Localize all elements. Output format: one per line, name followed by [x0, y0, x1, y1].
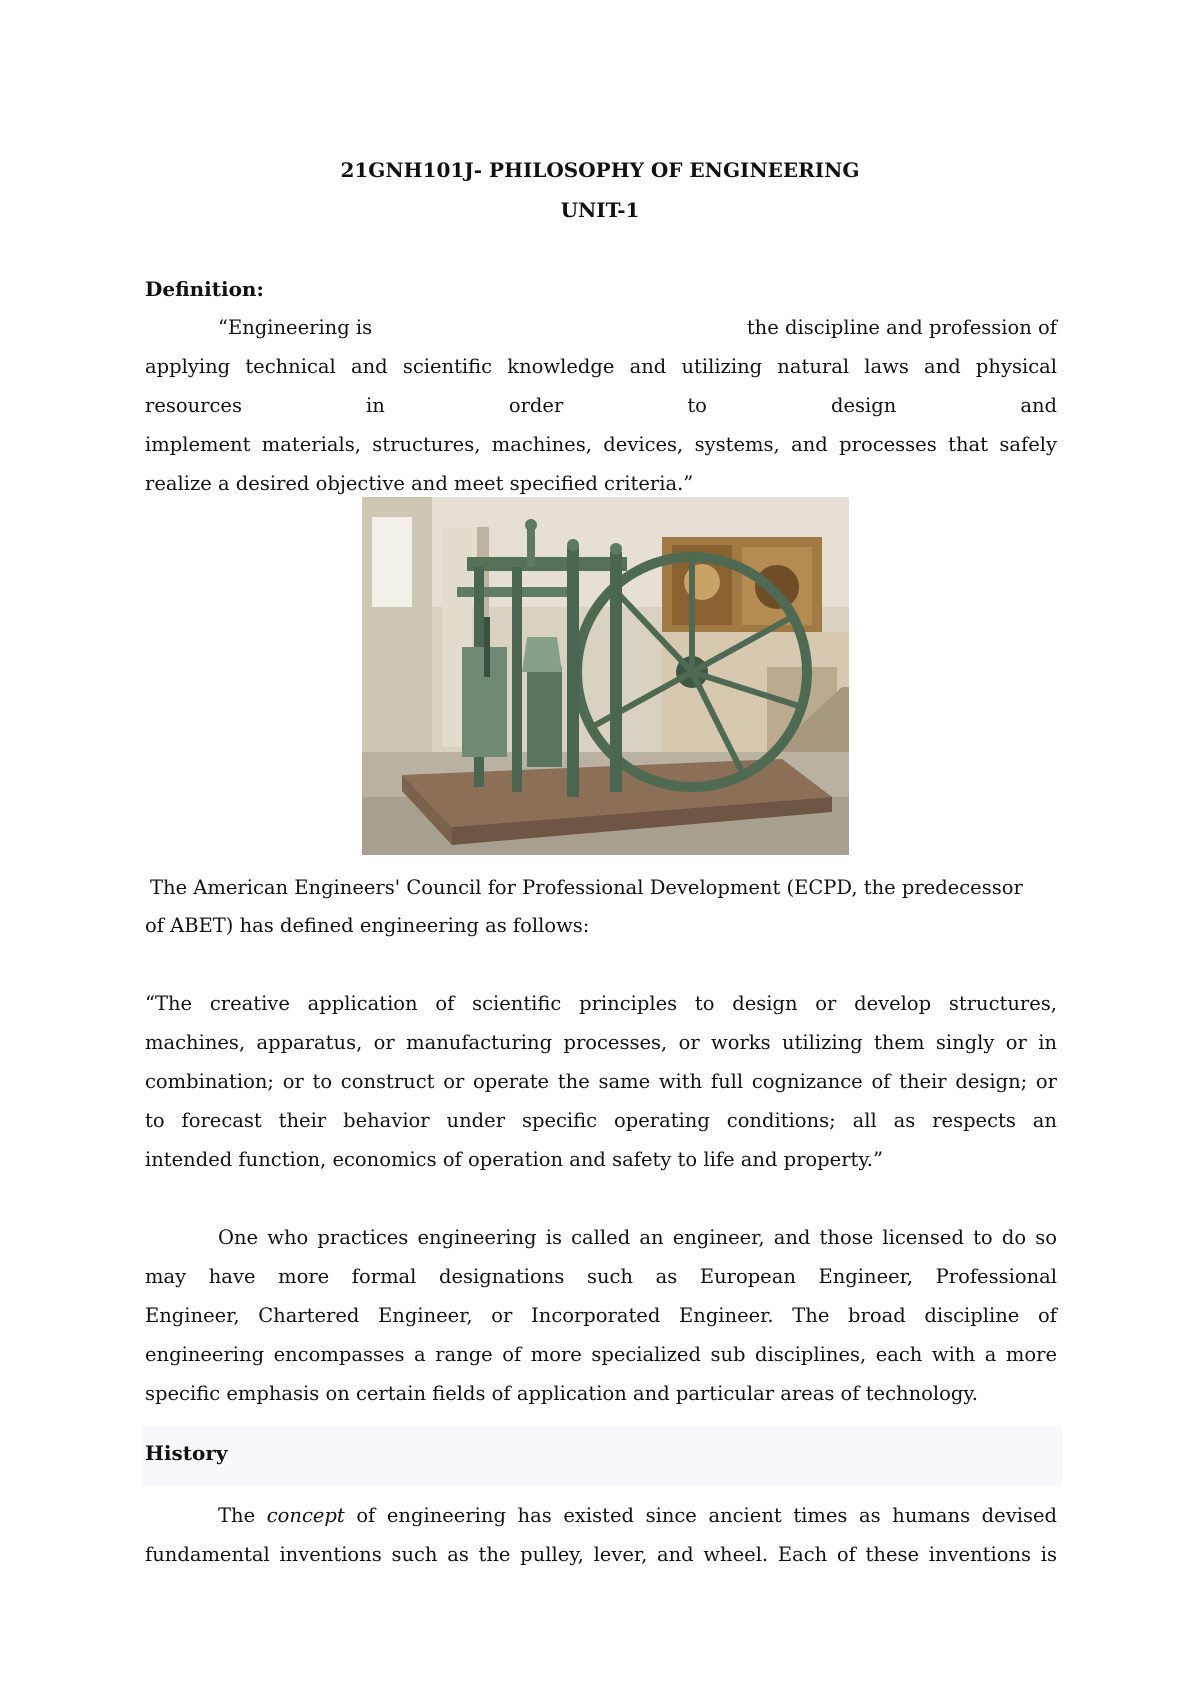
definition-line: “Engineering is	[218, 316, 373, 339]
ecpd-line: of ABET) has defined engineering as follows:	[145, 914, 590, 937]
definition-line: realize a desired objective and meet specified criteria.”	[145, 472, 694, 495]
quote-line: to forecast their behavior under specific operating conditions; all as respects an	[145, 1109, 1057, 1132]
steam-engine-photo	[362, 497, 849, 855]
definition-line: applying technical and scientific knowledge and utilizing natural laws and physical	[145, 355, 1057, 378]
quote-line: machines, apparatus, or manufacturing processes, or works utilizing them singly or in	[145, 1031, 1057, 1054]
history-heading-band	[143, 1426, 1063, 1486]
engineer-line: Engineer, Chartered Engineer, or Incorporated Engineer. The broad discipline of	[145, 1304, 1057, 1327]
history-heading: History	[145, 1441, 228, 1465]
unit-label: UNIT-1	[560, 198, 640, 222]
concept-word: concept	[266, 1504, 345, 1527]
definition-line: resources in order to design and	[145, 394, 1057, 417]
history-line-prefix: The	[218, 1504, 267, 1527]
definition-line: the discipline and profession of	[746, 316, 1057, 339]
engineer-line: engineering encompasses a range of more specialized sub disciplines, each with a more	[145, 1343, 1057, 1366]
definition-heading: Definition:	[145, 277, 264, 301]
document-title: 21GNH101J- PHILOSOPHY OF ENGINEERING	[340, 158, 860, 182]
history-line-suffix: of engineering has existed since ancient times as humans devised	[344, 1504, 1057, 1527]
engineer-line: One who practices engineering is called an engineer, and those licensed to do so	[218, 1226, 1057, 1249]
engineer-line: may have more formal designations such as European Engineer, Professional	[145, 1265, 1057, 1288]
definition-line: implement materials, structures, machines, devices, systems, and processes that safely	[145, 433, 1057, 456]
engineer-line: specific emphasis on certain fields of application and particular areas of technology.	[145, 1382, 978, 1405]
history-line	[218, 1504, 1057, 1528]
quote-line: combination; or to construct or operate the same with full cognizance of their design; or	[145, 1070, 1057, 1093]
ecpd-line: The American Engineers' Council for Professional Development (ECPD, the predecessor	[150, 876, 1023, 899]
history-line: fundamental inventions such as the pulley, lever, and wheel. Each of these inventions is	[145, 1543, 1057, 1566]
quote-line: “The creative application of scientific principles to design or develop structures,	[145, 992, 1057, 1015]
quote-line: intended function, economics of operation and safety to life and property.”	[145, 1148, 883, 1171]
